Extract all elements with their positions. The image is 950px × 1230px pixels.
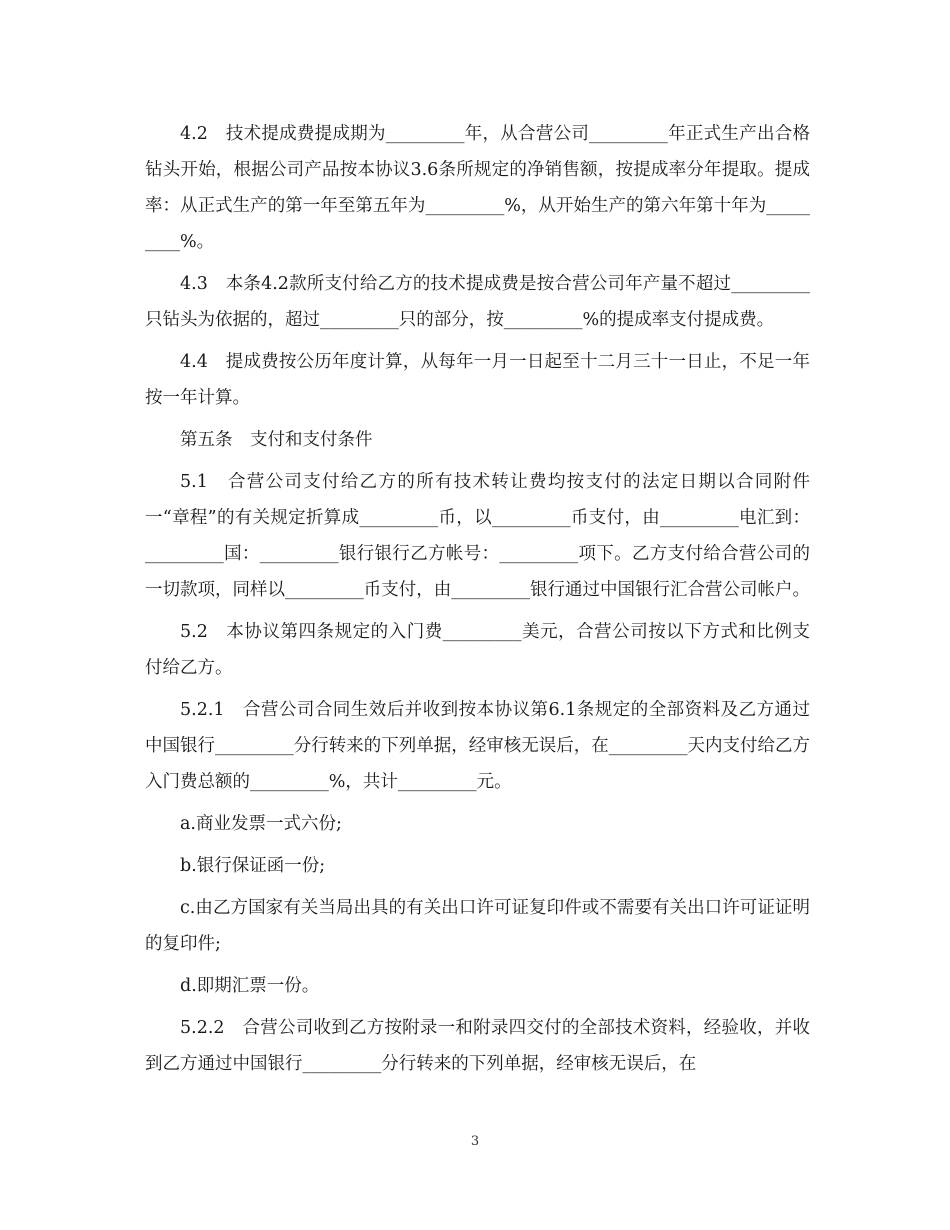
- clause-5-2-2: 5.2.2 合营公司收到乙方按附录一和附录四交付的全部技术资料，经验收，并收到乙方通过中国银行_________分行转来的下列单据，经审核无误后，在: [145, 1018, 810, 1074]
- clause-5-2: 5.2 本协议第四条规定的入门费_________美元，合营公司按以下方式和比例支付给乙方。: [145, 622, 810, 678]
- page-number: 3: [470, 1134, 480, 1149]
- document-body: [145, 116, 810, 1088]
- clause-4-3: 4.3 本条4.2款所支付给乙方的技术提成费是按合营公司年产量不超过_________只钻头为依据的，超过_________只的部分，按_________%的提成率支付提成费。: [145, 274, 810, 330]
- list-item-d: d.即期汇票一份。: [180, 976, 320, 996]
- list-item-b: b.银行保证函一份;: [180, 856, 326, 876]
- clause-5-1: 5.1 合营公司支付给乙方的所有技术转让费均按支付的法定日期以合同附件一“章程”的有关规定折算成_________币，以_________币支付，由_________电汇到：_________国：_________银行银行乙方帐号：_________项下。乙方支付给合营公司的一切款项，同样以_________币支付，由_________银行通过中国银行汇合营公司帐户。: [145, 472, 810, 600]
- clause-4-4: 4.4 提成费按公历年度计算，从每年一月一日起至十二月三十一日止，不足一年按一年计算。: [145, 352, 810, 408]
- clause-5-2-1: 5.2.1 合营公司合同生效后并收到按本协议第6.1条规定的全部资料及乙方通过中国银行_________分行转来的下列单据，经审核无误后，在_________天内支付给乙方入门费总额的_________%，共计_________元。: [145, 700, 810, 792]
- list-item-c: c.由乙方国家有关当局出具的有关出口许可证复印件或不需要有关出口许可证证明的复印件;: [145, 898, 810, 954]
- article-5-heading: 第五条 支付和支付条件: [180, 430, 373, 450]
- clause-4-2: 4.2 技术提成费提成期为_________年，从合营公司_________年正式生产出合格钻头开始，根据公司产品按本协议3.6条所规定的净销售额，按提成率分年提取。提成率：从正式生产的第一年至第五年为_________%，从开始生产的第六年第十年为_________%。: [145, 124, 810, 252]
- list-item-a: a.商业发票一式六份;: [180, 814, 342, 834]
